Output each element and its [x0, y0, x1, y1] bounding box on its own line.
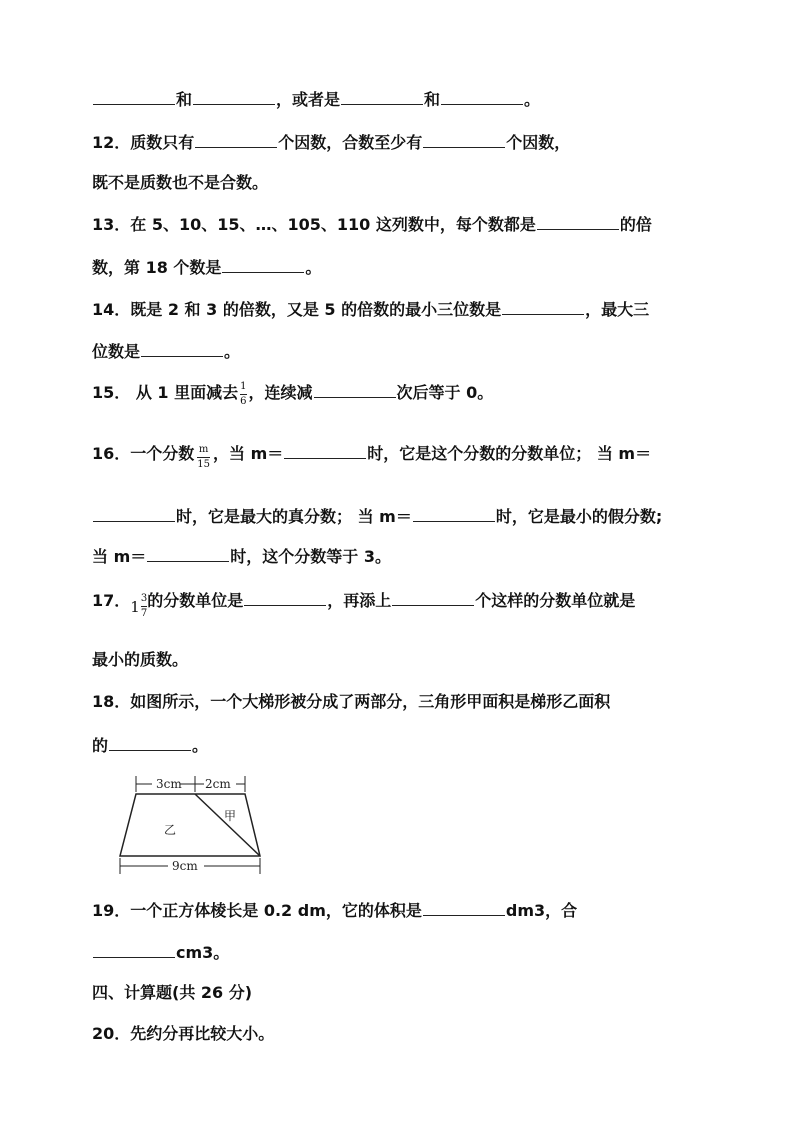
question-18-line-2: 的 。	[92, 736, 209, 755]
answer-blank[interactable]	[141, 340, 223, 357]
question-19-line-1: 19．一个正方体棱长是 0.2 dm，它的体积是 dm3，合	[92, 901, 578, 920]
mixed-number-1-3-7: 1 $\frac{3}{7}$	[130, 593, 148, 619]
answer-blank[interactable]	[284, 442, 366, 459]
answer-blank[interactable]	[109, 734, 191, 751]
label-yi: 乙	[164, 823, 177, 837]
answer-blank[interactable]	[413, 505, 495, 522]
answer-blank[interactable]	[314, 381, 396, 398]
answer-blank[interactable]	[244, 589, 326, 606]
answer-blank[interactable]	[195, 131, 277, 148]
section-heading: 四、计算题(共 26 分)	[92, 983, 253, 1002]
diagonal-line	[195, 794, 260, 856]
trapezoid-outline	[120, 794, 260, 856]
question-13-line-1: 13．在 5、10、15、…、105、110 这列数中，每个数都是 的倍	[92, 215, 652, 234]
question-12-line-1: 12．质数只有 个因数，合数至少有 个因数，	[92, 133, 571, 152]
top-right-dimension: 2cm	[205, 777, 231, 791]
fraction-one-sixth: $\frac{1}{6}$	[240, 381, 247, 407]
answer-blank[interactable]	[537, 213, 619, 230]
answer-blank[interactable]	[392, 589, 474, 606]
fraction-m-over-15: $\frac{m}{15}$	[197, 444, 211, 470]
question-16-line-3: 当 m＝ 时，这个分数等于 3。	[92, 547, 391, 566]
answer-blank[interactable]	[423, 899, 505, 916]
top-left-dimension: 3cm	[156, 777, 182, 791]
question-17-line-1: 17．1 $\frac{3}{7}$ 的分数单位是 ，再添上 个这样的分数单位就是	[92, 591, 636, 619]
answer-blank[interactable]	[93, 941, 175, 958]
question-20: 20．先约分再比较大小。	[92, 1024, 275, 1043]
answer-blank[interactable]	[193, 88, 275, 105]
answer-blank[interactable]	[93, 88, 175, 105]
answer-blank[interactable]	[502, 298, 584, 315]
question-14-line-1: 14．既是 2 和 3 的倍数，又是 5 的倍数的最小三位数是 ，最大三	[92, 300, 650, 319]
question-16-line-1: 16．一个分数 $\frac{m}{15}$ ，当 m＝ 时，它是这个分数的分数单位； 当 m＝	[92, 444, 652, 470]
answer-blank[interactable]	[341, 88, 423, 105]
answer-blank[interactable]	[441, 88, 523, 105]
label-jia: 甲	[224, 809, 237, 823]
question-15: 15． 从 1 里面减去 $\frac{1}{6}$ ，连续减 次后等于 0。	[92, 381, 494, 407]
question-17-line-2: 最小的质数。	[92, 650, 189, 669]
answer-blank[interactable]	[93, 505, 175, 522]
question-18-line-1: 18．如图所示，一个大梯形被分成了两部分，三角形甲面积是梯形乙面积	[92, 692, 611, 711]
question-14-line-2: 位数是 。	[92, 342, 241, 361]
question-16-line-2: 时，它是最大的真分数； 当 m＝ 时，它是最小的假分数;	[92, 505, 662, 527]
q11-line: 和 ，或者是 和 。	[92, 88, 540, 110]
trapezoid-figure	[112, 770, 272, 878]
question-12-line-2: 既不是质数也不是合数。	[92, 173, 269, 192]
bottom-dimension: 9cm	[172, 859, 198, 873]
question-19-line-2: cm3。	[92, 941, 229, 963]
answer-blank[interactable]	[147, 545, 229, 562]
answer-blank[interactable]	[222, 256, 304, 273]
answer-blank[interactable]	[423, 131, 505, 148]
question-13-line-2: 数，第 18 个数是 。	[92, 258, 322, 277]
